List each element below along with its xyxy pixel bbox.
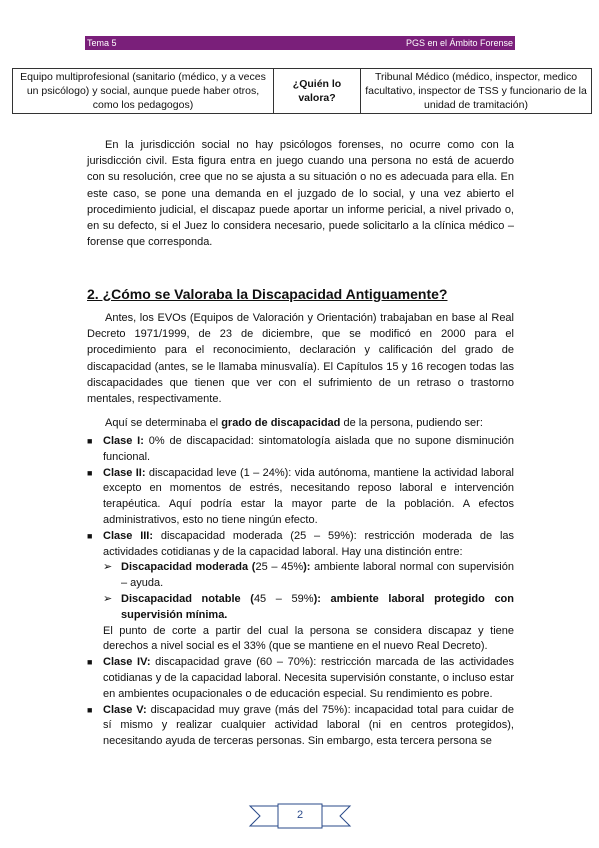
subclase-range: 25 – 45% [255,561,304,574]
sub-list-item [87,560,514,592]
list-item [87,466,514,529]
section-paragraph-block [87,310,514,431]
intro-paragraph: En la jurisdicción social no hay psicólogos forenses, no ocurre como con la jurisdicción civil. Esta figura entra en juego cuando una persona no está de acuerdo con su resolución, cree que no se ajusta a su situación o no es adecuada para ella. En este caso, se pone una demanda en el juzgado de lo social, y una vez abierto el procedimiento judicial, el discapaz puede aportar un informe pericial, a nivel privado o, en su defecto, si el Juez lo considera necesario, puede solicitarlo a la clínica médico – forense que corresponda. [87,139,514,249]
subclase-close: ): [303,561,311,574]
page-number: 2 [296,809,304,821]
square-bullet-icon: ■ [87,704,93,715]
section-paragraph: Antes, los EVOs (Equipos de Valoración y Orientación) trabajaban en base al Real Decreto 1971/1999, de 23 de diciembre, que se modificó en 2000 para el procedimiento para el reconocimiento, declaración y calificación del grado de discapacidad (antes, se le llamaba minusvalía). El Capítulos 15 y 16 recogen todas las discapacidades que tienen que ver con el sufrimiento de un retraso o trastorno mentales, respectivamente. [87,312,514,406]
clase-text: discapacidad muy grave (más del 75%): incapacidad total para cuidar de sí mismo y realizar cualquier actividad laboral (ni en centros protegidos), necesitando ayuda de terceras personas. Sin embargo, esta tercera persona se [103,703,514,748]
subclase-label: Discapacidad notable ( [121,592,254,605]
clase-label: Clase III: [103,529,154,542]
list-item [87,529,514,561]
header-course: PGS en el Ámbito Forense [405,38,513,48]
subclase-range: 45 – 59% [253,592,314,605]
square-bullet-icon: ■ [87,530,93,541]
grado-bold: grado de discapacidad [221,417,341,430]
grado-after: de la persona, pudiendo ser: [340,417,483,430]
table-cell-right: Tribunal Médico (médico, inspector, medico facultativo, inspector de TSS y funcionario de la unidad de tramitación) [361,69,592,114]
grado-before: Aquí se determinaba el [105,417,222,430]
list-item [87,434,514,466]
subclase-label: Discapacidad moderada ( [121,561,256,574]
page-header [85,36,515,50]
square-bullet-icon: ■ [87,657,93,668]
clase-text: discapacidad leve (1 – 24%): vida autónoma, mantiene la actividad laboral excepto en momentos de estrés, necesitando reposo laboral e intervención terapéutica. Aquí podría estar la mayor parte de la población. A efectos administrativos, esto no tiene ningún efecto. [103,466,514,526]
arrow-bullet-icon: ➢ [103,592,113,605]
corte-note: El punto de corte a partir del cual la persona se considera discapaz y tiene derechos a nivel social es el 33% (que se mantiene en el nuevo Real Decreto). [103,624,514,653]
grado-line [87,415,514,431]
square-bullet-icon: ■ [87,467,93,478]
section-heading: 2. ¿Cómo se Valoraba la Discapacidad Antiguamente? [87,286,448,302]
intro-paragraph-block [87,137,514,250]
subclase-close: ): ambiente laboral protegido con supervisión mínima. [121,592,514,621]
sub-list-item [87,592,514,624]
clase-label: Clase IV: [103,656,151,669]
list-item [87,655,514,702]
clases-list [87,434,514,750]
list-item [87,703,514,750]
table-row [13,69,592,114]
clase-text: 0% de discapacidad: sintomatología aislada que no supone disminución funcional. [103,435,514,463]
table-cell-question: ¿Quién lo valora? [274,69,361,114]
arrow-bullet-icon: ➢ [103,561,113,574]
table-cell-left: Equipo multiprofesional (sanitario (médico, y a veces un psicólogo) y social, aunque puede haber otros, como los pedagogos) [13,69,274,114]
clase-text: discapacidad moderada (25 – 59%): restricción moderada de las actividades cotidianas y de la capacidad laboral. Hay una distinción entre: [103,529,515,558]
clase-label: Clase II: [103,466,146,479]
clase-label: Clase V: [103,703,147,716]
header-topic: Tema 5 [87,38,117,48]
comparison-table [12,68,592,114]
subclase-text: ambiente laboral normal con supervisión – ayuda. [121,561,514,590]
clase-label: Clase I: [103,435,144,447]
square-bullet-icon: ■ [87,436,93,446]
clase-text: discapacidad grave (60 – 70%): restricción marcada de las actividades cotidianas y de la capacidad laboral. Necesita supervisión constante, o incluso estar en ambientes ocupacionales o de educación especial. Su rendimiento es pobre. [103,656,514,700]
